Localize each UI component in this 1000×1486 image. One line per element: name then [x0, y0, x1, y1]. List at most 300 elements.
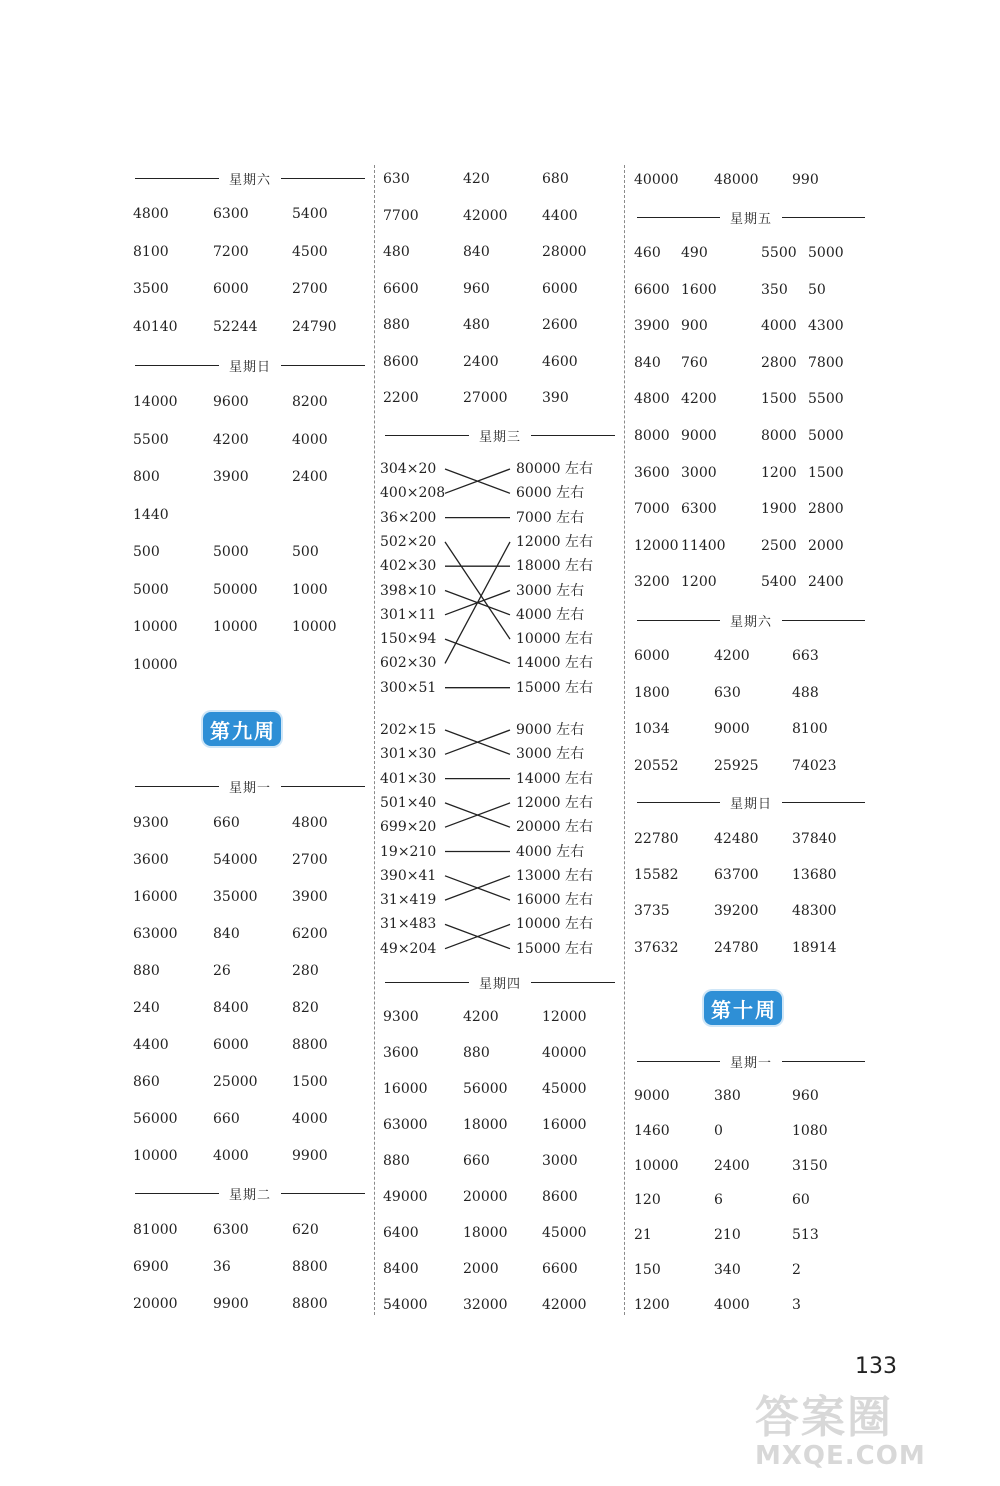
answer-value: 240 — [133, 1000, 160, 1016]
answer-value: 26 — [213, 963, 231, 979]
answer-value: 4300 — [808, 318, 844, 335]
answer-value: 3150 — [792, 1157, 828, 1174]
answer-value: 1800 — [634, 684, 670, 701]
answer-row — [0, 718, 1000, 740]
answer-row — [0, 498, 1000, 520]
answer-row — [0, 242, 1000, 264]
estimate: 10000 左右 — [516, 916, 593, 933]
expression: 501×40 — [380, 794, 437, 811]
answer-row — [0, 1259, 1000, 1281]
answer-value: 1200 — [761, 464, 797, 481]
answer-value: 8200 — [292, 394, 328, 410]
section-header-monday — [637, 1050, 865, 1072]
answer-value: 2700 — [292, 281, 328, 297]
rule-line — [782, 1061, 865, 1062]
answer-value: 660 — [213, 815, 240, 831]
answer-value: 8000 — [761, 428, 797, 444]
answer-value: 840 — [213, 926, 240, 942]
expression: 301×11 — [380, 606, 437, 623]
answer-value: 500 — [292, 544, 319, 560]
answer-value: 620 — [292, 1222, 319, 1238]
expression: 699×20 — [380, 819, 437, 836]
answer-row — [0, 388, 1000, 410]
answer-row — [0, 1085, 1000, 1107]
answer-value: 37840 — [792, 831, 837, 847]
week-badge-char: 第 — [711, 997, 731, 1022]
answer-value: 14000 — [133, 394, 178, 410]
answer-value: 54000 — [213, 852, 258, 868]
answer-value: 390 — [542, 390, 569, 406]
answer-value: 25925 — [714, 758, 759, 775]
answer-value: 18000 — [463, 1225, 508, 1241]
answer-value: 6000 — [634, 648, 670, 664]
expression: 502×20 — [380, 533, 437, 550]
answer-value: 45000 — [542, 1081, 587, 1097]
answer-value: 6600 — [383, 280, 419, 297]
expression: 31×483 — [380, 916, 437, 933]
estimate: 9000 左右 — [516, 722, 585, 738]
section-label: 星期日 — [730, 796, 773, 812]
section-label: 星期一 — [229, 780, 272, 796]
answer-value: 18000 — [463, 1117, 508, 1133]
answer-value: 5000 — [808, 428, 844, 444]
answer-value: 16000 — [383, 1081, 428, 1097]
answer-value: 1034 — [634, 721, 670, 738]
answer-value: 4200 — [463, 1009, 499, 1025]
answer-value: 1080 — [792, 1122, 828, 1139]
answer-value: 20000 — [463, 1189, 508, 1205]
answer-value: 6000 — [213, 1037, 249, 1053]
expression: 602×30 — [380, 655, 437, 672]
answer-value: 4800 — [634, 391, 670, 408]
rule-line — [637, 1061, 720, 1062]
answer-value: 1500 — [808, 464, 844, 481]
watermark-url: MXQE.COM — [755, 1441, 926, 1471]
rule-line — [637, 620, 720, 621]
answer-value: 50000 — [213, 581, 258, 598]
answer-value: 50 — [808, 281, 826, 298]
answer-value: 48300 — [792, 903, 837, 920]
answer-value: 1600 — [681, 281, 717, 298]
answer-value: 6400 — [383, 1225, 419, 1241]
answer-value: 6200 — [292, 926, 328, 942]
answer-value: 900 — [681, 318, 708, 335]
answer-value: 6000 — [542, 280, 578, 297]
answer-value: 8100 — [792, 721, 828, 738]
answer-value: 28000 — [542, 244, 587, 260]
answer-row — [0, 1189, 1000, 1211]
answer-value: 480 — [383, 244, 410, 260]
answer-value: 1500 — [761, 391, 797, 408]
answer-value: 7700 — [383, 207, 419, 224]
answer-value: 4600 — [542, 353, 578, 370]
answer-value: 36 — [213, 1259, 231, 1275]
answer-value: 52244 — [213, 318, 258, 335]
answer-value: 340 — [714, 1262, 741, 1278]
answer-value: 40000 — [542, 1045, 587, 1061]
answer-row — [0, 571, 1000, 593]
answer-value: 6600 — [542, 1261, 578, 1277]
answer-row — [0, 1224, 1000, 1246]
answer-value: 3900 — [213, 469, 249, 485]
answer-value: 210 — [714, 1227, 741, 1244]
answer-value: 1500 — [292, 1074, 328, 1090]
answer-value: 9900 — [213, 1296, 249, 1312]
expression: 19×210 — [380, 843, 437, 860]
answer-value: 16000 — [133, 889, 178, 905]
estimate: 12000 左右 — [516, 794, 593, 811]
answer-value: 630 — [383, 171, 410, 187]
answer-value: 10000 — [133, 1148, 178, 1164]
rule-line — [782, 217, 865, 218]
answer-row — [0, 1155, 1000, 1177]
answer-value: 10000 — [634, 1157, 679, 1174]
answer-value: 1900 — [761, 501, 797, 518]
answer-value: 490 — [681, 245, 708, 261]
answer-value: 5500 — [761, 245, 797, 261]
section-label: 星期五 — [730, 211, 773, 227]
answer-value: 10000 — [213, 619, 258, 635]
rule-line — [782, 802, 865, 803]
answer-value: 3600 — [133, 852, 169, 868]
answer-value: 8600 — [383, 353, 419, 370]
answer-value: 8800 — [292, 1259, 328, 1275]
answer-value: 7000 — [634, 501, 670, 518]
estimate: 10000 左右 — [516, 631, 593, 648]
answer-value: 4000 — [714, 1296, 750, 1313]
estimate: 14000 左右 — [516, 770, 593, 787]
answer-value: 460 — [634, 245, 661, 261]
answer-value: 660 — [463, 1153, 490, 1169]
answer-value: 4500 — [292, 243, 328, 260]
watermark-text: 答案圈 — [755, 1392, 893, 1443]
answer-value: 3200 — [634, 574, 670, 591]
answer-value: 4200 — [213, 431, 249, 448]
answer-value: 6 — [714, 1192, 723, 1209]
answer-value: 2400 — [463, 353, 499, 370]
estimate: 16000 左右 — [516, 892, 593, 909]
answer-row — [0, 645, 1000, 667]
answer-row — [0, 535, 1000, 557]
expression: 304×20 — [380, 461, 437, 477]
answer-value: 9000 — [681, 428, 717, 444]
rule-line — [637, 217, 720, 218]
expression: 202×15 — [380, 722, 437, 738]
answer-row — [0, 1006, 1000, 1028]
answer-row — [0, 169, 1000, 191]
answer-value: 8000 — [634, 428, 670, 444]
answer-value: 5000 — [133, 581, 169, 598]
section-header-thursday — [385, 971, 615, 993]
answer-value: 9600 — [213, 394, 249, 410]
answer-value: 4000 — [292, 431, 328, 448]
answer-row — [0, 1120, 1000, 1142]
answer-value: 880 — [383, 317, 410, 333]
estimate: 3000 左右 — [516, 746, 585, 763]
answer-value: 6600 — [634, 281, 670, 298]
answer-value: 1460 — [634, 1122, 670, 1139]
estimate: 6000 左右 — [516, 485, 585, 502]
section-header-saturday — [637, 609, 865, 631]
answer-value: 13680 — [792, 867, 837, 884]
answer-value: 22780 — [634, 831, 679, 847]
answer-value: 2800 — [761, 354, 797, 371]
answer-value: 2400 — [292, 469, 328, 485]
answer-value: 1440 — [133, 506, 169, 523]
answer-value: 5500 — [133, 431, 169, 448]
answer-row — [0, 315, 1000, 337]
answer-value: 8400 — [383, 1261, 419, 1277]
section-label: 星期六 — [229, 172, 272, 188]
answer-value: 120 — [634, 1192, 661, 1209]
section-label: 星期日 — [229, 359, 272, 375]
answer-value: 880 — [383, 1153, 410, 1169]
answer-value: 960 — [792, 1088, 819, 1104]
page-number: 133 — [855, 1354, 897, 1379]
answer-value: 663 — [792, 648, 819, 664]
answer-row — [0, 900, 1000, 922]
week-badge-char: 第 — [210, 718, 230, 743]
estimate: 18000 左右 — [516, 558, 593, 575]
week-badge-char: 十 — [733, 997, 753, 1022]
answer-value: 11400 — [681, 537, 726, 554]
answer-value: 0 — [714, 1122, 723, 1139]
estimate: 15000 左右 — [516, 940, 593, 957]
answer-value: 7200 — [213, 243, 249, 260]
answer-value: 9300 — [383, 1009, 419, 1025]
expression: 49×204 — [380, 940, 437, 957]
answer-value: 15582 — [634, 867, 679, 884]
answer-value: 513 — [792, 1227, 819, 1244]
answer-value: 3735 — [634, 903, 670, 920]
answer-value: 9000 — [634, 1088, 670, 1104]
answer-value: 2600 — [542, 317, 578, 333]
answer-row — [0, 1294, 1000, 1316]
answer-value: 21 — [634, 1227, 652, 1244]
section-label: 星期六 — [730, 614, 773, 630]
answer-value: 5400 — [761, 574, 797, 591]
answer-value: 7800 — [808, 354, 844, 371]
answer-value: 18914 — [792, 939, 837, 956]
answer-value: 3900 — [634, 318, 670, 335]
expression: 150×94 — [380, 631, 437, 648]
answer-value: 32000 — [463, 1297, 508, 1313]
answer-value: 56000 — [133, 1111, 178, 1127]
answer-value: 5500 — [808, 391, 844, 408]
expression: 390×41 — [380, 867, 437, 884]
expression: 36×200 — [380, 509, 437, 526]
answer-value: 2 — [792, 1262, 801, 1278]
section-label: 星期四 — [479, 976, 522, 992]
estimate: 15000 左右 — [516, 679, 593, 696]
answer-value: 3000 — [681, 464, 717, 481]
answer-value: 860 — [133, 1074, 160, 1090]
answer-value: 840 — [634, 354, 661, 371]
answer-value: 488 — [792, 684, 819, 701]
answer-value: 10000 — [292, 619, 337, 635]
rule-line — [531, 982, 615, 983]
answer-value: 420 — [463, 171, 490, 187]
estimate: 12000 左右 — [516, 533, 593, 550]
answer-value: 2800 — [808, 501, 844, 518]
answer-value: 820 — [292, 1000, 319, 1016]
answer-row — [0, 937, 1000, 959]
answer-value: 35000 — [213, 889, 258, 905]
answer-value: 630 — [714, 684, 741, 701]
answer-value: 2400 — [808, 574, 844, 591]
answer-value: 840 — [463, 244, 490, 260]
answer-value: 49000 — [383, 1189, 428, 1205]
answer-value: 880 — [463, 1045, 490, 1061]
week-badge-char: 九 — [232, 718, 252, 743]
answer-value: 4200 — [714, 648, 750, 664]
answer-value: 2000 — [808, 537, 844, 554]
answer-value: 6900 — [133, 1259, 169, 1275]
answer-row — [0, 828, 1000, 850]
answer-value: 4400 — [133, 1037, 169, 1053]
week-badge-char: 周 — [755, 997, 775, 1022]
answer-value: 500 — [133, 544, 160, 560]
answer-value: 39200 — [714, 903, 759, 920]
answer-row — [0, 864, 1000, 886]
answer-value: 25000 — [213, 1074, 258, 1090]
answer-value: 74023 — [792, 758, 837, 775]
estimate: 13000 左右 — [516, 867, 593, 884]
week-badge-char: 周 — [254, 718, 274, 743]
answer-value: 10000 — [133, 656, 178, 673]
answer-row — [0, 682, 1000, 704]
answer-value: 12000 — [634, 537, 679, 554]
answer-value: 5000 — [808, 245, 844, 261]
answer-value: 4800 — [133, 206, 169, 222]
answer-value: 24780 — [714, 939, 759, 956]
answer-value: 8800 — [292, 1296, 328, 1312]
answer-value: 40140 — [133, 318, 178, 335]
answer-value: 8600 — [542, 1189, 578, 1205]
answer-value: 42000 — [542, 1297, 587, 1313]
estimate: 7000 左右 — [516, 509, 585, 526]
answer-value: 2000 — [463, 1261, 499, 1277]
expression: 301×30 — [380, 746, 437, 763]
answer-value: 660 — [213, 1111, 240, 1127]
answer-value: 4400 — [542, 207, 578, 224]
answer-value: 960 — [463, 280, 490, 297]
answer-value: 6300 — [213, 1222, 249, 1238]
answer-value: 42480 — [714, 831, 759, 847]
estimate: 4000 左右 — [516, 843, 585, 860]
answer-value: 8100 — [133, 243, 169, 260]
expression: 300×51 — [380, 679, 437, 696]
answer-value: 45000 — [542, 1225, 587, 1241]
answer-value: 56000 — [463, 1081, 508, 1097]
answer-value: 16000 — [542, 1117, 587, 1133]
answer-value: 1200 — [681, 574, 717, 591]
answer-row — [0, 755, 1000, 777]
answer-value: 63700 — [714, 867, 759, 884]
answer-value: 9000 — [714, 721, 750, 738]
estimate: 3000 左右 — [516, 582, 585, 599]
answer-value: 24790 — [292, 318, 337, 335]
answer-value: 880 — [133, 963, 160, 979]
rule-line — [385, 982, 469, 983]
expression: 398×10 — [380, 582, 437, 599]
answer-value: 3 — [792, 1296, 801, 1313]
answer-value: 2700 — [292, 852, 328, 868]
answer-value: 4000 — [292, 1111, 328, 1127]
answer-row — [0, 352, 1000, 374]
answer-value: 20000 — [133, 1296, 178, 1312]
answer-value: 2500 — [761, 537, 797, 554]
answer-value: 3600 — [634, 464, 670, 481]
week-badge-10 — [704, 991, 782, 1025]
estimate: 80000 左右 — [516, 461, 593, 477]
answer-value: 9900 — [292, 1148, 328, 1164]
answer-value: 8400 — [213, 1000, 249, 1016]
answer-value: 6000 — [213, 281, 249, 297]
section-header-friday — [637, 206, 865, 228]
answer-value: 800 — [133, 469, 160, 485]
section-label: 星期一 — [730, 1055, 773, 1071]
answer-value: 680 — [542, 171, 569, 187]
expression: 31×419 — [380, 892, 437, 909]
answer-value: 4000 — [213, 1148, 249, 1164]
answer-value: 150 — [634, 1262, 661, 1278]
answer-value: 280 — [292, 963, 319, 979]
section-label: 星期二 — [229, 1187, 272, 1203]
answer-value: 380 — [714, 1088, 741, 1104]
estimate: 20000 左右 — [516, 819, 593, 836]
answer-value: 20552 — [634, 758, 679, 775]
answer-value: 2400 — [714, 1157, 750, 1174]
answer-value: 5400 — [292, 206, 328, 222]
answer-value: 990 — [792, 172, 819, 188]
answer-value: 480 — [463, 317, 490, 333]
answer-value: 54000 — [383, 1297, 428, 1313]
answer-value: 60 — [792, 1192, 810, 1209]
answer-value: 1000 — [292, 581, 328, 598]
answer-value: 1200 — [634, 1296, 670, 1313]
expression: 402×30 — [380, 558, 437, 575]
expression: 401×30 — [380, 770, 437, 787]
section-label: 星期三 — [479, 429, 522, 445]
answer-row — [0, 425, 1000, 447]
answer-value: 3600 — [383, 1045, 419, 1061]
answer-value: 63000 — [133, 926, 178, 942]
answer-value: 4800 — [292, 815, 328, 831]
answer-value: 8800 — [292, 1037, 328, 1053]
expression: 400×208 — [380, 485, 446, 502]
answer-value: 4200 — [681, 391, 717, 408]
answer-value: 350 — [761, 281, 788, 298]
section-header-sunday — [637, 791, 865, 813]
answer-value: 27000 — [463, 390, 508, 406]
estimate: 4000 左右 — [516, 606, 585, 623]
answer-value: 3900 — [292, 889, 328, 905]
answer-value: 2200 — [383, 390, 419, 406]
answer-value: 5000 — [213, 544, 249, 560]
answer-value: 6300 — [681, 501, 717, 518]
rule-line — [782, 620, 865, 621]
answer-value: 9300 — [133, 815, 169, 831]
answer-value: 48000 — [714, 172, 759, 188]
answer-row — [0, 462, 1000, 484]
answer-value: 63000 — [383, 1117, 428, 1133]
answer-value: 6300 — [213, 206, 249, 222]
answer-value: 760 — [681, 354, 708, 371]
answer-value: 3500 — [133, 281, 169, 297]
answer-value: 37632 — [634, 939, 679, 956]
answer-value: 42000 — [463, 207, 508, 224]
